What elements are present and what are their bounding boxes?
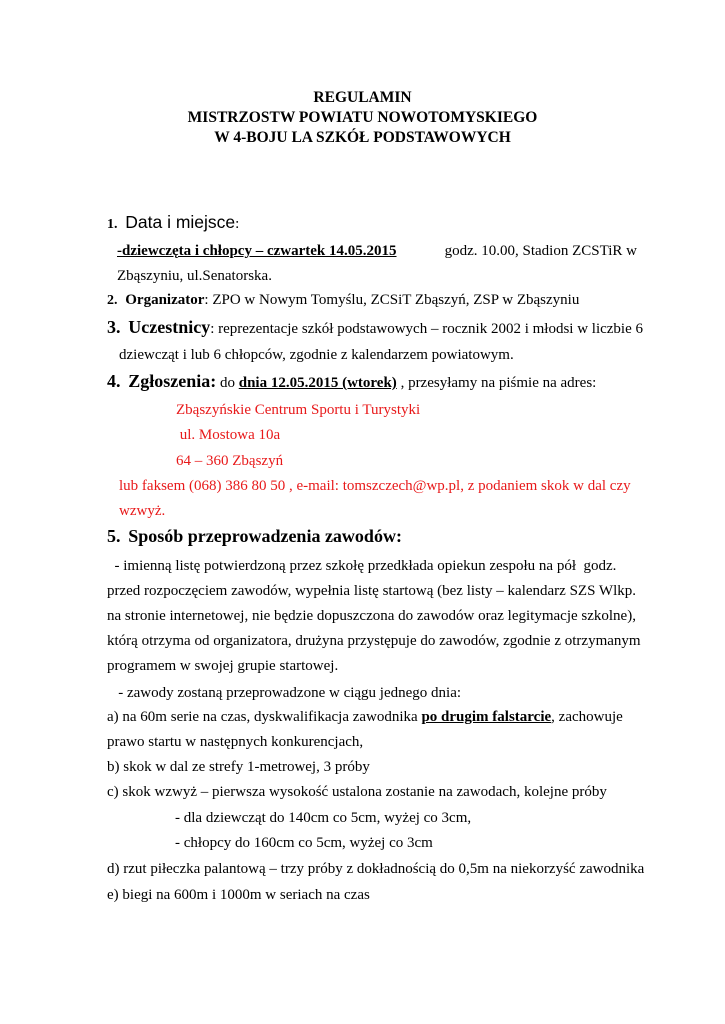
doc-title: REGULAMIN	[313, 89, 412, 106]
section-2-text: : ZPO w Nowym Tomyślu, ZCSiT Zbąszyń, ZSP w Zbąszyniu	[204, 292, 580, 308]
item-a-post: , zachowuje	[551, 709, 623, 725]
item-a-line1	[107, 707, 623, 727]
item-a-line2: prawo startu w następnych konkurencjach,	[107, 734, 364, 750]
section-3-line2: dziewcząt i lub 6 chłopców, zgodnie z kalendarzem powiatowym.	[119, 347, 514, 363]
section-4-date: dnia 12.05.2015 (wtorek)	[238, 375, 397, 391]
section-5-heading	[107, 526, 402, 548]
section-2-number: 2.	[107, 293, 118, 308]
section-1-title: Data i miejsce	[125, 212, 236, 232]
section-1-event-rest: godz. 10.00, Stadion ZCSTiR w	[440, 243, 637, 259]
section-5-p1-line5: programem w swojej grupie startowej.	[107, 658, 339, 674]
address-line3: 64 – 360 Zbąszyń	[176, 453, 284, 469]
section-1-number: 1.	[107, 217, 118, 232]
item-a-pre: a) na 60m serie na czas, dyskwalifikacja zawodnika	[107, 709, 422, 725]
item-a-bold: po drugim falstarcie	[421, 709, 552, 725]
item-c: c) skok wzwyż – pierwsza wysokość ustalona zostanie na zawodach, kolejne próby	[107, 784, 607, 800]
section-2-line	[107, 290, 579, 311]
section-5-p2: - zawody zostaną przeprowadzone w ciągu jednego dnia:	[107, 685, 462, 701]
item-d: d) rzut piłeczka palantową – trzy próby z dokładnością do 0,5m na niekorzyść zawodnika	[107, 861, 645, 877]
item-b: b) skok w dal ze strefy 1-metrowej, 3 próby	[107, 759, 370, 775]
section-5-p1-line1: - imienną listę potwierdzoną przez szkołę przedkłada opiekun zespołu na pół godz.	[107, 558, 617, 574]
section-3-line1	[107, 317, 643, 339]
section-3-text1: : reprezentacje szkół podstawowych – rocznik 2002 i młodsi w liczbie 6	[210, 321, 644, 337]
section-5-p1-line4: którą otrzyma od organizatora, drużyna przystępuje do zawodów, zgodnie z otrzymanym	[107, 633, 641, 649]
address-line1: Zbąszyńskie Centrum Sportu i Turystyki	[176, 402, 421, 418]
section-5-title: Sposób przeprowadzenia zawodów:	[128, 526, 402, 546]
section-4-title: Zgłoszenia:	[128, 371, 217, 391]
fax-email-line: lub faksem (068) 386 80 50 , e-mail: tomszczech@wp.pl, z podaniem skok w dal czy	[119, 478, 631, 494]
section-1-event-bold: -dziewczęta i chłopcy – czwartek 14.05.2015	[117, 243, 397, 259]
section-2-title: Organizator	[125, 292, 205, 308]
section-3-number: 3.	[107, 317, 121, 337]
fax-email-line2: wzwyż.	[119, 503, 166, 519]
item-c-boys: - chłopcy do 160cm co 5cm, wyżej co 3cm	[175, 835, 433, 851]
section-5-number: 5.	[107, 526, 121, 546]
section-4-text-pre: do	[216, 375, 239, 391]
section-3-title: Uczestnicy	[128, 317, 211, 337]
item-e: e) biegi na 600m i 1000m w seriach na czas	[107, 887, 370, 903]
section-1-event-line	[117, 241, 637, 261]
section-4-text-post: , przesyłamy na piśmie na adres:	[396, 375, 597, 391]
section-1-heading	[107, 212, 239, 235]
address-line2: ul. Mostowa 10a	[176, 427, 281, 443]
item-c-girls: - dla dziewcząt do 140cm co 5cm, wyżej co 3cm,	[175, 810, 472, 826]
doc-title-line2: MISTRZOSTW POWIATU NOWOTOMYSKIEGO	[187, 109, 538, 126]
section-1-colon: :	[235, 216, 240, 232]
section-1-event-line2: Zbąszyniu, ul.Senatorska.	[117, 268, 272, 284]
doc-title-line3: W 4-BOJU LA SZKÓŁ PODSTAWOWYCH	[214, 129, 511, 146]
section-4-line1	[107, 371, 596, 393]
section-5-p1-line3: na stronie internetowej, nie będzie dopuszczona do zawodów oraz legitymacje szkolne),	[107, 608, 636, 624]
section-5-p1-line2: przed rozpoczęciem zawodów, wypełnia listę startową (bez listy – kalendarz SZS Wlkp.	[107, 583, 636, 599]
section-4-number: 4.	[107, 371, 121, 391]
